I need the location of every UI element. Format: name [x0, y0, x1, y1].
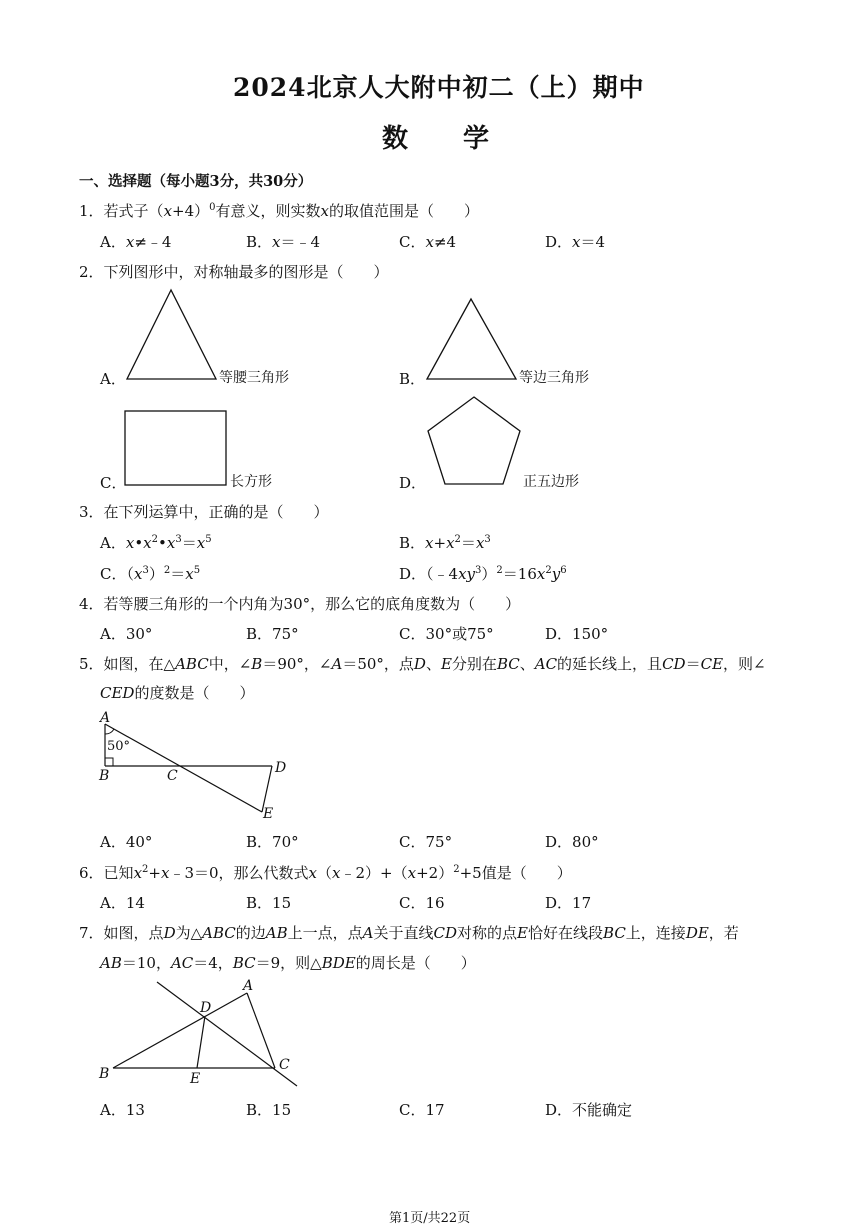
q5-option-d: D．80° [545, 833, 599, 851]
q7-point-e: E [190, 1071, 201, 1087]
q4-option-d: D．150° [545, 625, 609, 643]
q5-option-b: B．70° [246, 833, 299, 851]
q2-option-d-letter: D． [399, 474, 427, 492]
question-7-stem-line2: AB＝10，AC＝4，BC＝9，则△BDE的周长是（ ） [100, 954, 476, 972]
q7-option-a: A．13 [100, 1101, 145, 1119]
q3-option-d: D．$(﹣4xy^3)^2=16x^2y^6$ [399, 565, 567, 583]
q5-option-c: C．75° [399, 833, 453, 851]
q3-option-b: B．$x+x^2=x^3$ [399, 534, 491, 552]
q4-option-c: C．30°或75° [399, 625, 494, 643]
q7-point-c: C [279, 1057, 290, 1073]
question-5-stem-line2: CED的度数是（ ） [100, 684, 255, 702]
q6-option-a: A．14 [100, 894, 145, 912]
section-heading: 一、选择题（每小题3分，共30分） [79, 173, 313, 190]
q5-option-a: A．40° [100, 833, 153, 851]
q5-angle-label: 50° [107, 739, 131, 754]
q7-option-c: C．17 [399, 1101, 445, 1119]
subject-title: 数 学 [382, 124, 491, 154]
q3-option-c: C．$(x^3)^2=x^5$ [100, 565, 201, 583]
q1-option-a: A．x≠﹣4 [100, 233, 172, 251]
q2-option-c-letter: C． [100, 474, 127, 492]
q5-point-e: E [263, 806, 274, 822]
q7-option-d: D．不能确定 [545, 1101, 633, 1119]
q1-option-c: C．x≠4 [399, 233, 457, 251]
question-1-stem: 1．若式子$(x+4)^0$有意义，则实数x的取值范围是（ ） [79, 202, 480, 220]
question-number: 1． [79, 202, 104, 220]
q5-point-b: B [99, 768, 110, 784]
q5-point-d: D [275, 760, 287, 776]
q6-option-b: B．15 [246, 894, 292, 912]
question-4-stem: 4．若等腰三角形的一个内角为30°，那么它的底角度数为（ ） [79, 595, 521, 613]
q3-option-a: A．$x•x^2•x^3=x^5$ [100, 534, 212, 552]
q2-option-c-label: 长方形 [230, 474, 272, 490]
question-7-stem-line1: 7．如图，点D为△ABC的边AB上一点，点A关于直线CD对称的点E恰好在线段BC上，连接DE，若 [79, 924, 739, 942]
q4-option-b: B．75° [246, 625, 299, 643]
q2-option-a-label: 等腰三角形 [219, 370, 289, 386]
q2-option-d-label: 正五边形 [523, 474, 579, 490]
question-3-stem: 3．在下列运算中，正确的是（ ） [79, 503, 329, 521]
question-2-stem: 2．下列图形中，对称轴最多的图形是（ ） [79, 263, 389, 281]
q5-point-a: A [100, 710, 111, 726]
question-6-stem: 6．已知$x^2+x﹣3=0$，那么代数式$x(x﹣2)+(x+2)^2+5$值是（ ） [79, 864, 572, 882]
page-title: 2024北京人大附中初二（上）期中 [233, 73, 645, 102]
q6-option-d: D．17 [545, 894, 592, 912]
q2-option-b-label: 等边三角形 [519, 370, 589, 386]
q4-option-a: A．30° [100, 625, 153, 643]
q7-point-a: A [243, 978, 254, 994]
q1-option-d: D．x＝4 [545, 233, 606, 251]
page-footer: 第1页/共22页 [389, 1211, 471, 1226]
q2-option-a-letter: A． [100, 370, 126, 388]
q2-option-b-letter: B． [399, 370, 426, 388]
q1-option-b: B．x＝﹣4 [246, 233, 321, 251]
q7-option-b: B．15 [246, 1101, 292, 1119]
question-5-stem-line1: 5．如图，在△ABC中，∠B＝90°，∠A＝50°，点D、E分别在BC、AC的延长线上，且CD＝CE，则∠ [79, 655, 766, 673]
q7-point-b: B [99, 1066, 110, 1082]
q7-point-d: D [200, 1000, 212, 1016]
q6-option-c: C．16 [399, 894, 445, 912]
q5-point-c: C [167, 768, 178, 784]
